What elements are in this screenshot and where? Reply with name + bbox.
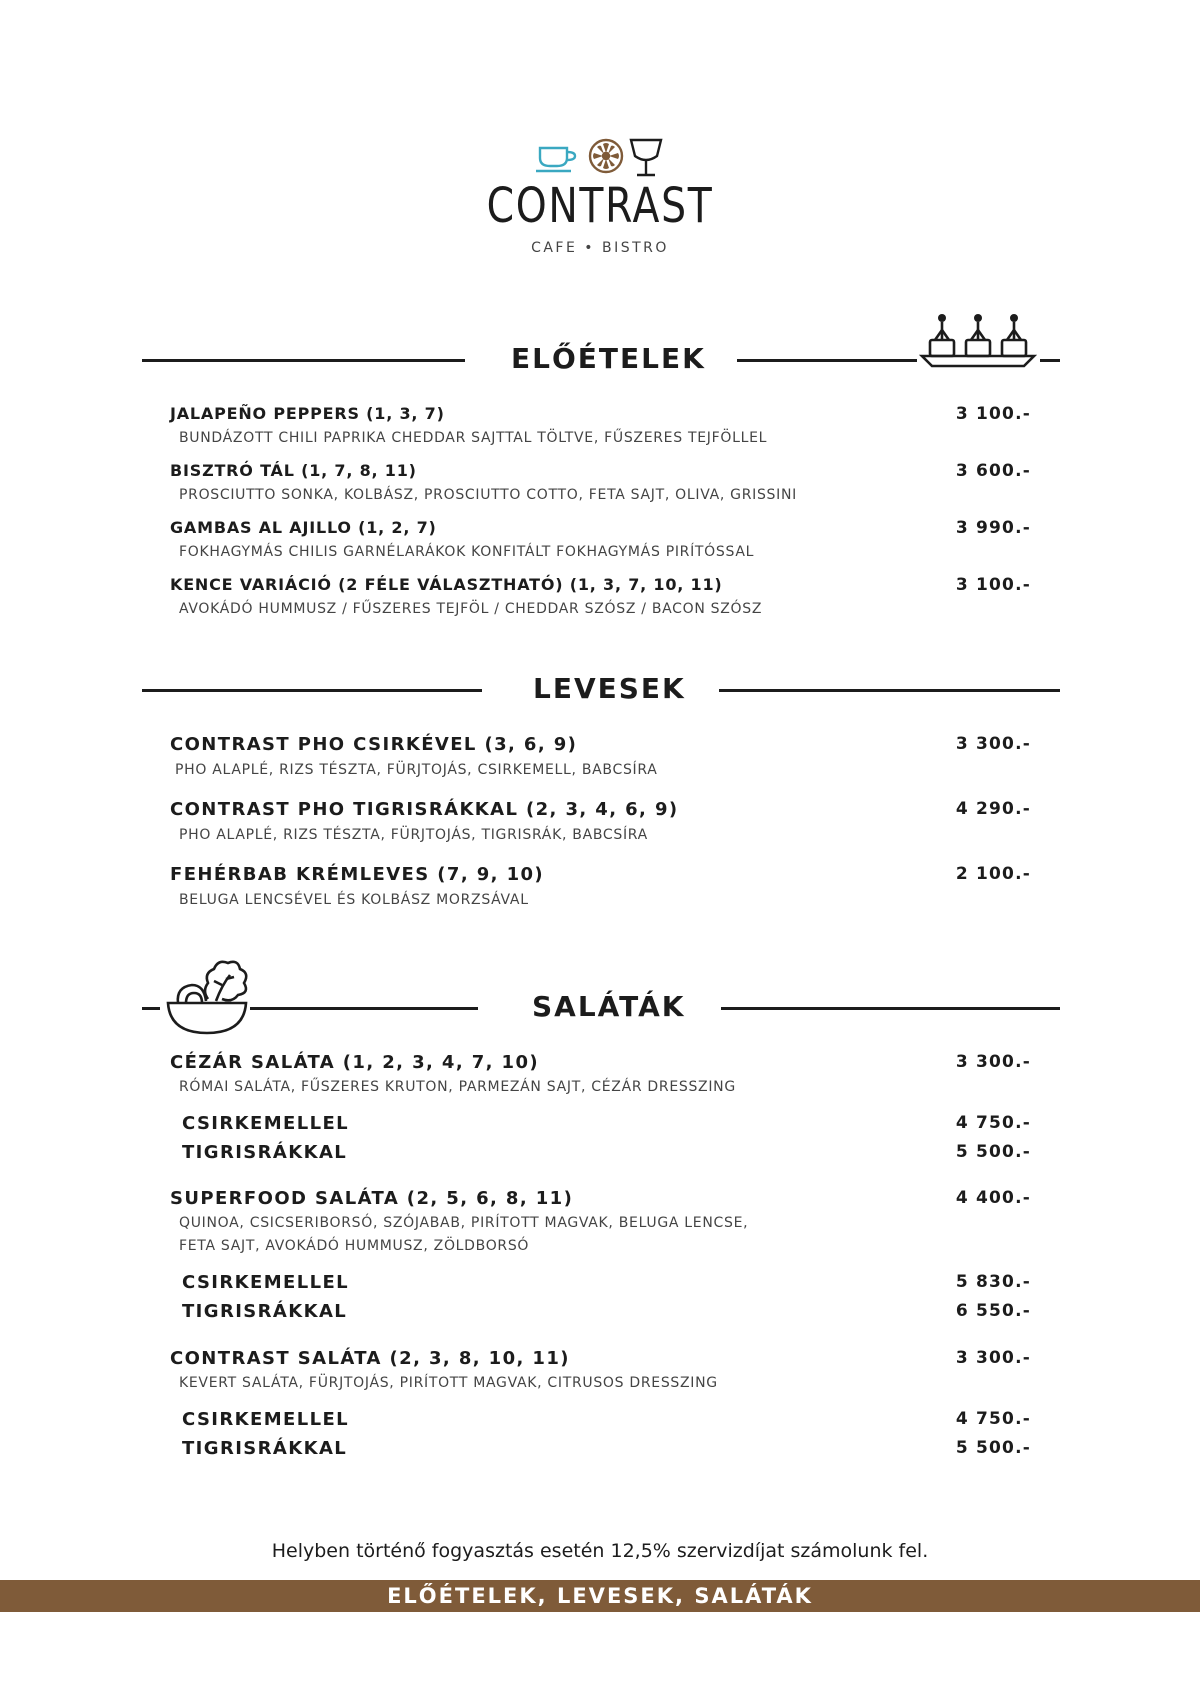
menu-item-name: JALAPEÑO PEPPERS (1, 3, 7) bbox=[170, 404, 445, 423]
tapas-tray-icon bbox=[918, 310, 1038, 372]
menu-item-price: 3 300.- bbox=[955, 734, 1031, 754]
menu-item-desc: PHO ALAPLÉ, RIZS TÉSZTA, FÜRJTOJÁS, TIGRISRÁK, BABCSÍRA bbox=[179, 827, 648, 843]
divider-line bbox=[142, 359, 465, 362]
menu-item-name: CONTRAST PHO TIGRISRÁKKAL (2, 3, 4, 6, 9) bbox=[170, 799, 679, 820]
menu-item-name: CONTRAST PHO CSIRKÉVEL (3, 6, 9) bbox=[170, 734, 578, 755]
menu-item-name: CÉZÁR SALÁTA (1, 2, 3, 4, 7, 10) bbox=[170, 1052, 540, 1073]
brand-logo bbox=[0, 0, 1200, 260]
extra-option-price: 5 830.- bbox=[955, 1272, 1031, 1292]
section-title: SALÁTÁK bbox=[532, 990, 686, 1023]
menu-item-name: SUPERFOOD SALÁTA (2, 5, 6, 8, 11) bbox=[170, 1188, 574, 1209]
section-title: LEVESEK bbox=[533, 672, 686, 705]
menu-item-desc: PHO ALAPLÉ, RIZS TÉSZTA, FÜRJTOJÁS, CSIRKEMELL, BABCSÍRA bbox=[175, 762, 658, 778]
extra-option-name: CSIRKEMELLEL bbox=[182, 1272, 350, 1293]
menu-item-price: 3 600.- bbox=[955, 461, 1031, 481]
menu-item-desc: BELUGA LENCSÉVEL ÉS KOLBÁSZ MORZSÁVAL bbox=[179, 892, 529, 908]
menu-item-price: 2 100.- bbox=[955, 864, 1031, 884]
divider-line bbox=[1040, 359, 1060, 362]
menu-item-price: 3 990.- bbox=[955, 518, 1031, 538]
salad-bowl-icon bbox=[164, 955, 250, 1037]
divider-line bbox=[142, 1007, 160, 1010]
extra-option-price: 4 750.- bbox=[955, 1409, 1031, 1429]
divider-line bbox=[737, 359, 917, 362]
menu-item-price: 3 300.- bbox=[955, 1052, 1031, 1072]
divider-line bbox=[250, 1007, 478, 1010]
wine-glass-icon bbox=[631, 140, 661, 175]
menu-item-name: GAMBAS AL AJILLO (1, 2, 7) bbox=[170, 518, 437, 537]
extra-option-name: TIGRISRÁKKAL bbox=[182, 1301, 348, 1322]
service-charge-note: Helyben történő fogyasztás esetén 12,5% szervizdíjat számolunk fel. bbox=[271, 1540, 929, 1562]
menu-item-name: KENCE VARIÁCIÓ (2 FÉLE VÁLASZTHATÓ) (1, 3, 7, 10, 11) bbox=[170, 575, 723, 594]
menu-item-desc: RÓMAI SALÁTA, FŰSZERES KRUTON, PARMEZÁN SAJT, CÉZÁR DRESSZING bbox=[179, 1079, 736, 1095]
menu-item-desc: AVOKÁDÓ HUMMUSZ / FŰSZERES TEJFÖL / CHEDDAR SZÓSZ / BACON SZÓSZ bbox=[179, 601, 763, 617]
divider-line bbox=[719, 689, 1060, 692]
menu-item-price: 3 100.- bbox=[955, 575, 1031, 595]
logo-icons bbox=[535, 138, 700, 182]
menu-item-desc: FETA SAJT, AVOKÁDÓ HUMMUSZ, ZÖLDBORSÓ bbox=[179, 1238, 530, 1254]
extra-option-price: 5 500.- bbox=[955, 1438, 1031, 1458]
coffee-cup-icon bbox=[536, 148, 575, 171]
menu-item-price: 3 300.- bbox=[955, 1348, 1031, 1368]
divider-line bbox=[142, 689, 482, 692]
section-title: ELŐÉTELEK bbox=[511, 342, 706, 375]
menu-item-desc: PROSCIUTTO SONKA, KOLBÁSZ, PROSCIUTTO COTTO, FETA SAJT, OLIVA, GRISSINI bbox=[179, 487, 797, 503]
brand-tagline: CAFE • BISTRO bbox=[531, 240, 669, 256]
menu-item-desc: FOKHAGYMÁS CHILIS GARNÉLARÁKOK KONFITÁLT FOKHAGYMÁS PIRÍTÓSSAL bbox=[179, 544, 755, 560]
extra-option-price: 6 550.- bbox=[955, 1301, 1031, 1321]
menu-item-price: 4 400.- bbox=[955, 1188, 1031, 1208]
divider-line bbox=[721, 1007, 1060, 1010]
menu-item-desc: QUINOA, CSICSERIBORSÓ, SZÓJABAB, PIRÍTOTT MAGVAK, BELUGA LENCSE, bbox=[179, 1215, 749, 1231]
extra-option-name: CSIRKEMELLEL bbox=[182, 1409, 350, 1430]
citrus-slice-icon bbox=[590, 140, 622, 172]
footer-label: ELŐÉTELEK, LEVESEK, SALÁTÁK bbox=[387, 1584, 813, 1608]
menu-item-desc: KEVERT SALÁTA, FÜRJTOJÁS, PIRÍTOTT MAGVAK, CITRUSOS DRESSZING bbox=[179, 1375, 718, 1391]
brand-name: CONTRAST bbox=[486, 178, 714, 234]
extra-option-name: CSIRKEMELLEL bbox=[182, 1113, 350, 1134]
extra-option-name: TIGRISRÁKKAL bbox=[182, 1142, 348, 1163]
extra-option-price: 4 750.- bbox=[955, 1113, 1031, 1133]
menu-item-name: FEHÉRBAB KRÉMLEVES (7, 9, 10) bbox=[170, 864, 545, 885]
extra-option-name: TIGRISRÁKKAL bbox=[182, 1438, 348, 1459]
menu-item-name: BISZTRÓ TÁL (1, 7, 8, 11) bbox=[170, 461, 417, 480]
menu-item-price: 3 100.- bbox=[955, 404, 1031, 424]
menu-item-name: CONTRAST SALÁTA (2, 3, 8, 10, 11) bbox=[170, 1348, 570, 1369]
menu-item-price: 4 290.- bbox=[955, 799, 1031, 819]
menu-item-desc: BUNDÁZOTT CHILI PAPRIKA CHEDDAR SAJTTAL TÖLTVE, FŰSZERES TEJFÖLLEL bbox=[179, 430, 768, 446]
extra-option-price: 5 500.- bbox=[955, 1142, 1031, 1162]
